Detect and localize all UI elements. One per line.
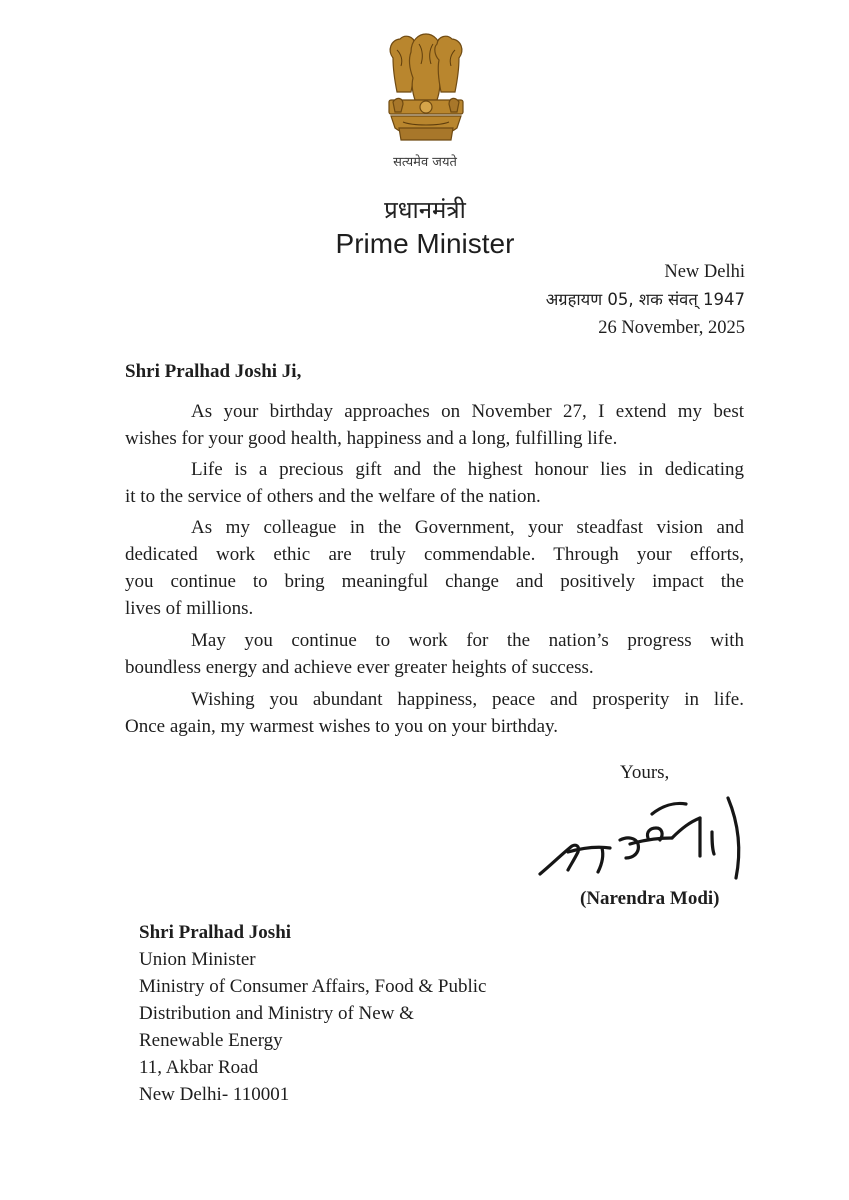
paragraph-line: boundless energy and achieve ever greater heights of success. bbox=[125, 657, 594, 678]
paragraph-line: May you continue to work for the nation’s progress with bbox=[191, 630, 744, 651]
addressee-line: Renewable Energy bbox=[139, 1030, 283, 1051]
paragraph-line: Life is a precious gift and the highest honour lies in dedicating bbox=[191, 459, 744, 480]
office-title-english: Prime Minister bbox=[335, 228, 515, 259]
paragraph-line: Wishing you abundant happiness, peace and prosperity in life. bbox=[191, 689, 744, 710]
addressee-line: Distribution and Ministry of New & bbox=[139, 1003, 414, 1024]
paragraph-line: lives of millions. bbox=[125, 598, 254, 619]
paragraph-3 bbox=[125, 514, 744, 622]
national-motto: सत्यमेव जयते bbox=[393, 155, 457, 170]
addressee-block bbox=[139, 919, 486, 1108]
gregorian-date: 26 November, 2025 bbox=[598, 318, 745, 338]
closing-yours: Yours, bbox=[620, 762, 670, 783]
paragraph-1 bbox=[125, 398, 744, 452]
paragraph-line: dedicated work ethic are truly commendable. Through your efforts, bbox=[125, 544, 744, 565]
addressee-line: Union Minister bbox=[139, 949, 256, 970]
place: New Delhi bbox=[664, 262, 745, 282]
date-block bbox=[546, 258, 745, 342]
addressee-line: Ministry of Consumer Affairs, Food & Public bbox=[139, 976, 487, 997]
signature-icon bbox=[532, 792, 748, 884]
paragraph-line: As your birthday approaches on November 27, I extend my best bbox=[191, 401, 744, 422]
paragraph-2 bbox=[125, 456, 744, 510]
addressee-name: Shri Pralhad Joshi bbox=[139, 922, 292, 943]
paragraph-line: you continue to bring meaningful change and positively impact the bbox=[125, 571, 744, 592]
signer-name: (Narendra Modi) bbox=[580, 888, 720, 909]
office-title-hindi: प्रधानमंत्री bbox=[384, 196, 466, 224]
paragraph-line: wishes for your good health, happiness and a long, fulfilling life. bbox=[125, 428, 618, 449]
addressee-line: 11, Akbar Road bbox=[139, 1057, 259, 1078]
paragraph-line: it to the service of others and the welfare of the nation. bbox=[125, 486, 541, 507]
addressee-line: New Delhi- 110001 bbox=[139, 1084, 290, 1105]
paragraph-line: Once again, my warmest wishes to you on your birthday. bbox=[125, 716, 559, 737]
paragraph-line: As my colleague in the Government, your steadfast vision and bbox=[191, 517, 744, 538]
paragraph-5 bbox=[125, 686, 744, 740]
saka-date: अग्रहायण 05, शक संवत् 1947 bbox=[545, 290, 745, 309]
paragraph-4 bbox=[125, 627, 744, 681]
salutation: Shri Pralhad Joshi Ji, bbox=[125, 361, 302, 382]
